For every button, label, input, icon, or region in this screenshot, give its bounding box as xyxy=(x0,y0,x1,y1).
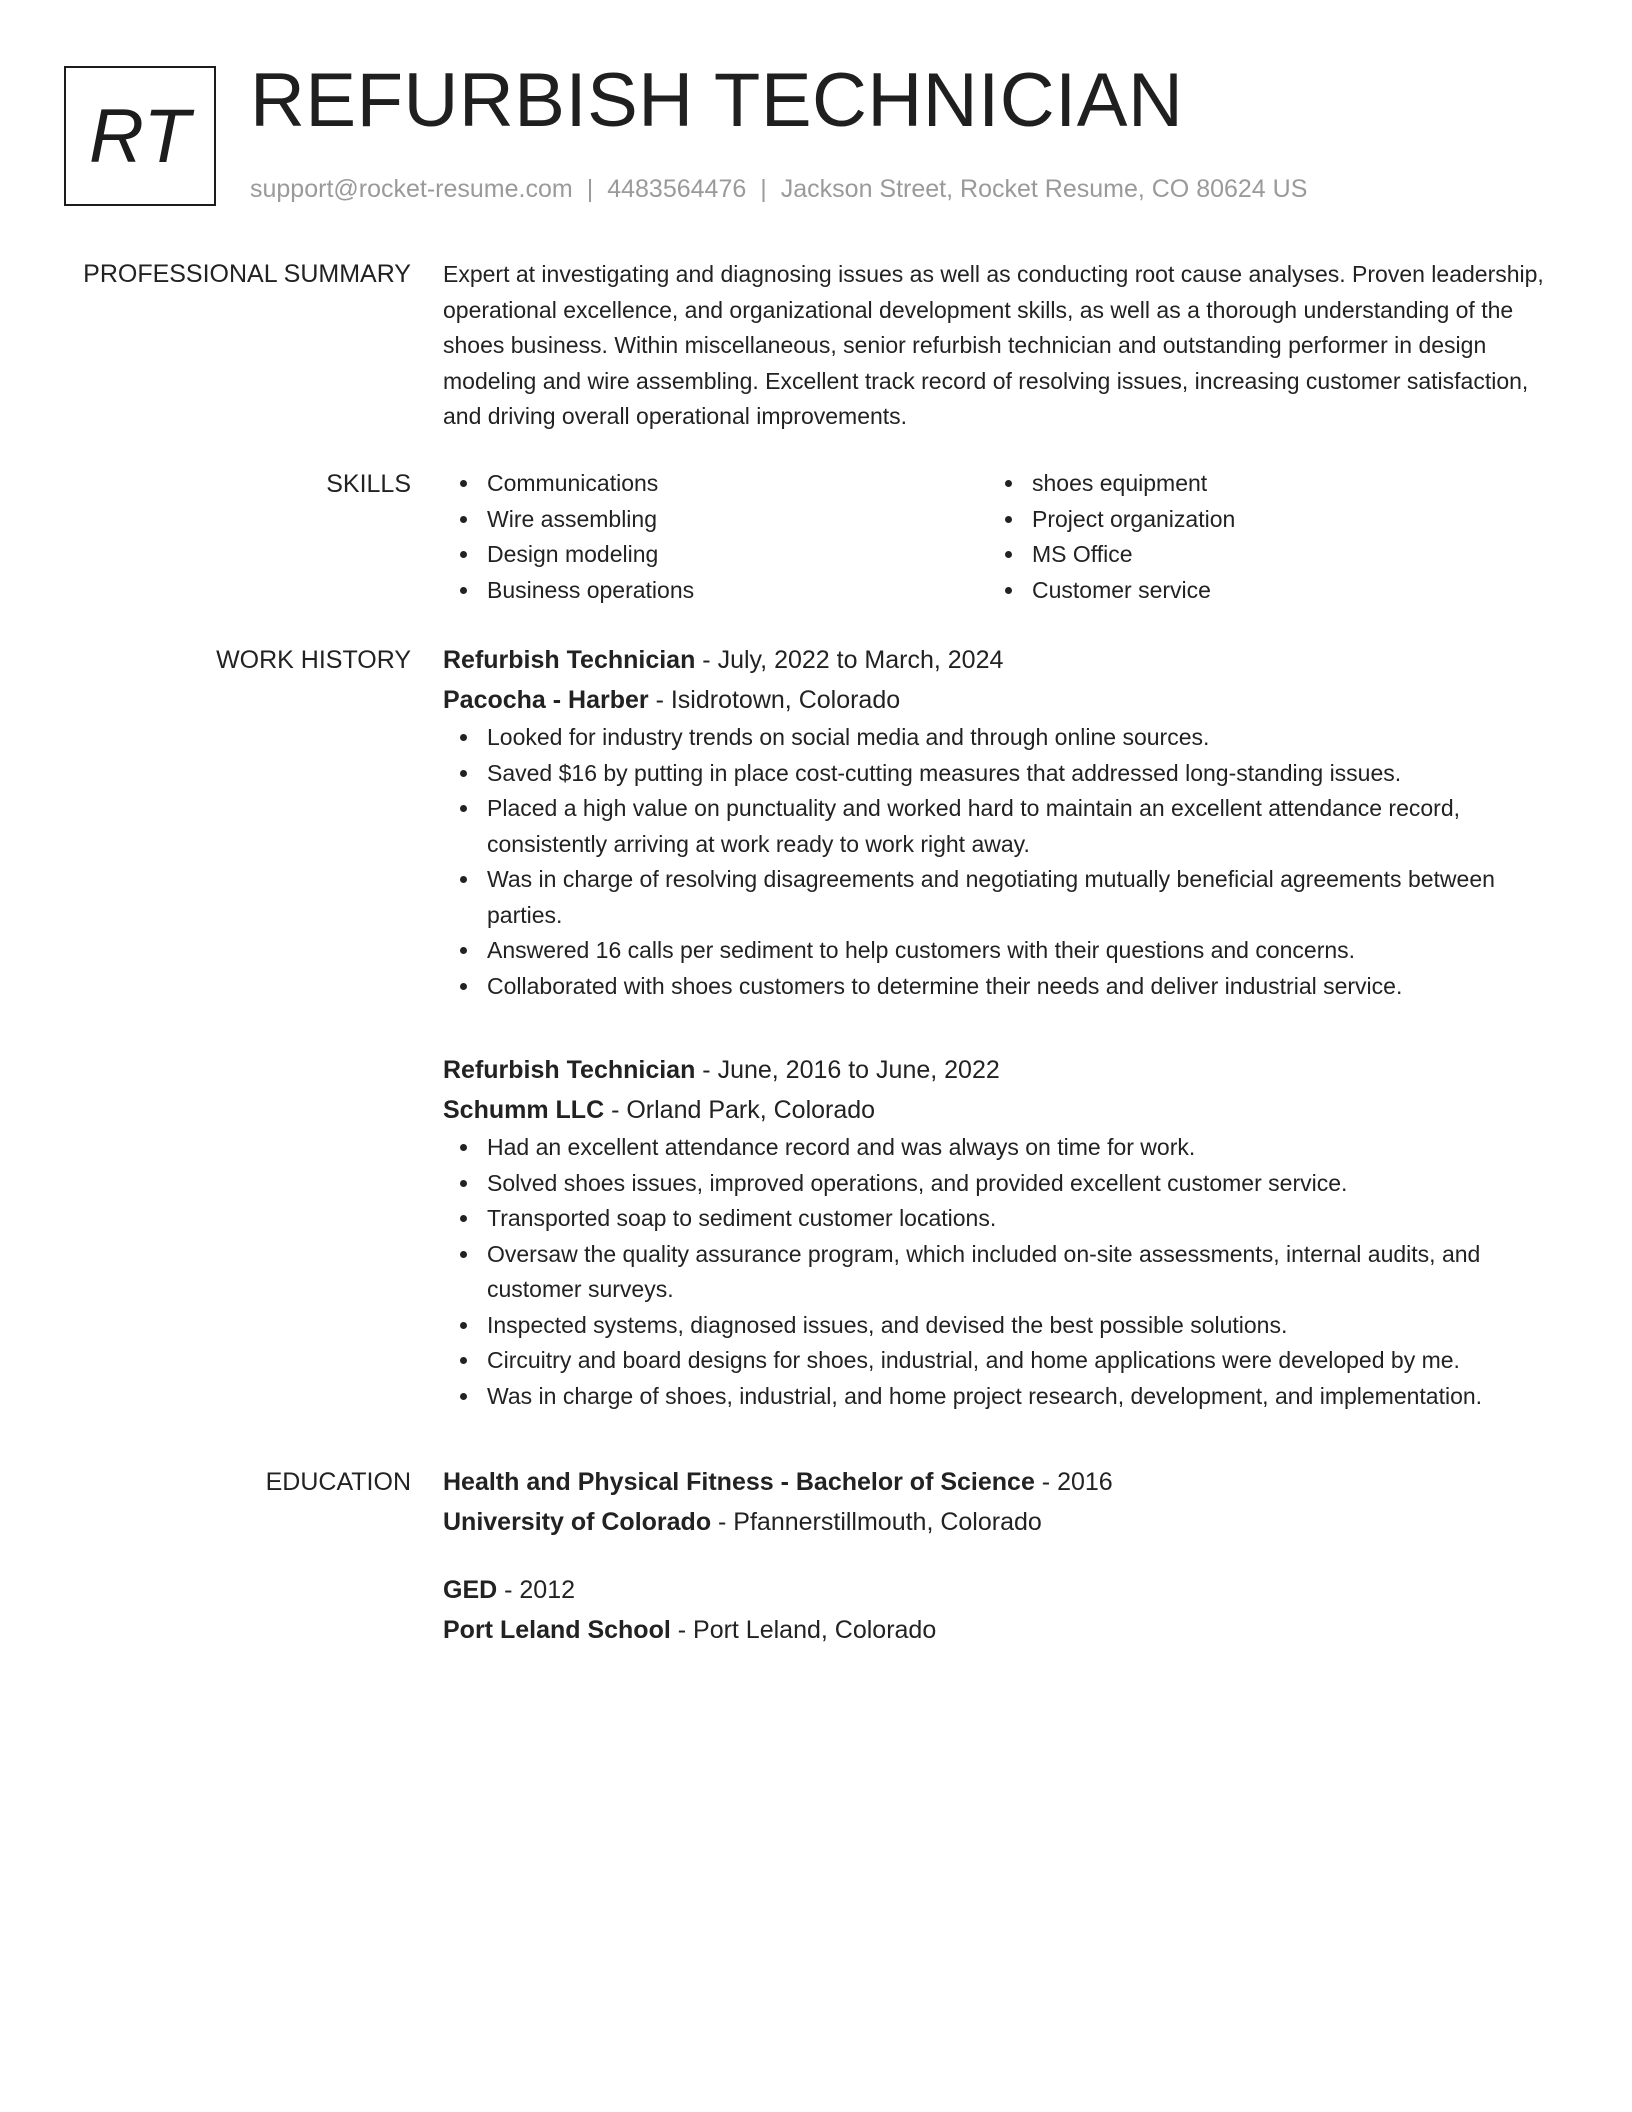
summary-section xyxy=(443,257,1563,435)
job-dates: - June, 2016 to June, 2022 xyxy=(695,1056,1000,1084)
school-line xyxy=(443,1610,1563,1650)
job-duty: Answered 16 calls per sediment to help customers with their questions and concerns. xyxy=(443,933,1563,969)
job-duty: Solved shoes issues, improved operations, and provided excellent customer service. xyxy=(443,1166,1563,1202)
job-company-line xyxy=(443,1090,1563,1130)
job-entry xyxy=(443,640,1563,1004)
job-duty: Placed a high value on punctuality and worked hard to maintain an excellent attendance record, consistently arriving at work ready to work right away. xyxy=(443,791,1563,862)
education-entry xyxy=(443,1570,1563,1650)
skill-item: shoes equipment xyxy=(988,466,1533,502)
skill-item: Project organization xyxy=(988,502,1533,538)
school-location: - Port Leland, Colorado xyxy=(670,1616,937,1644)
skills-list-left xyxy=(443,466,988,608)
job-title: Refurbish Technician xyxy=(443,1056,696,1084)
job-duty: Circuitry and board designs for shoes, industrial, and home applications were developed by me. xyxy=(443,1343,1563,1379)
job-company: Pacocha - Harber xyxy=(443,686,649,714)
degree-line xyxy=(443,1570,1563,1610)
job-duty: Had an excellent attendance record and was always on time for work. xyxy=(443,1130,1563,1166)
skill-item: Customer service xyxy=(988,573,1533,609)
school-line xyxy=(443,1502,1563,1542)
skills-list-right xyxy=(988,466,1533,608)
job-entry xyxy=(443,1050,1563,1414)
job-title: Refurbish Technician xyxy=(443,646,696,674)
school-name: University of Colorado xyxy=(443,1508,712,1536)
monogram-logo: RT xyxy=(64,66,216,206)
job-location: - Isidrotown, Colorado xyxy=(648,686,901,714)
degree: Health and Physical Fitness - Bachelor of Science xyxy=(443,1468,1035,1496)
contact-separator: | xyxy=(586,175,594,203)
section-label-summary: PROFESSIONAL SUMMARY xyxy=(83,260,411,288)
job-duties-list xyxy=(443,720,1563,1004)
skill-item: MS Office xyxy=(988,537,1533,573)
contact-separator: | xyxy=(760,175,767,203)
summary-text: Expert at investigating and diagnosing issues as well as conducting root cause analyses. Proven leadership, operational excellence, and organizational development skills, as well as a thorough understanding of the shoes business. Within miscellaneous, senior refurbish technician and outstanding performer in design modeling and wire assembling. Excellent track record of resolving issues, increasing customer satisfaction, and driving overall operational improvements. xyxy=(443,261,1544,429)
resume-title: REFURBISH TECHNICIAN xyxy=(250,58,1184,143)
skill-item: Wire assembling xyxy=(443,502,988,538)
contact-phone[interactable]: 4483564476 xyxy=(607,175,747,203)
job-duty: Looked for industry trends on social media and through online sources. xyxy=(443,720,1563,756)
job-title-line xyxy=(443,640,1563,680)
degree: GED xyxy=(443,1576,498,1604)
graduation-year: - 2016 xyxy=(1034,1468,1113,1496)
job-location: - Orland Park, Colorado xyxy=(604,1096,876,1124)
job-duty: Was in charge of shoes, industrial, and home project research, development, and implementation. xyxy=(443,1379,1563,1415)
school-location: - Pfannerstillmouth, Colorado xyxy=(711,1508,1042,1536)
job-company: Schumm LLC xyxy=(443,1096,605,1124)
contact-line xyxy=(250,174,1307,204)
section-label-education: EDUCATION xyxy=(265,1468,411,1496)
contact-address: Jackson Street, Rocket Resume, CO 80624 US xyxy=(780,175,1308,203)
contact-email[interactable]: support@rocket-resume.com xyxy=(250,175,573,203)
job-duty: Collaborated with shoes customers to determine their needs and deliver industrial service. xyxy=(443,969,1563,1005)
skill-item: Communications xyxy=(443,466,988,502)
degree-line xyxy=(443,1462,1563,1502)
job-title-line xyxy=(443,1050,1563,1090)
skill-item: Design modeling xyxy=(443,537,988,573)
job-duty: Was in charge of resolving disagreements and negotiating mutually beneficial agreements between parties. xyxy=(443,862,1563,933)
skills-section xyxy=(443,466,1563,608)
skill-item: Business operations xyxy=(443,573,988,609)
job-duty: Transported soap to sediment customer locations. xyxy=(443,1201,1563,1237)
job-duties-list xyxy=(443,1130,1563,1414)
job-dates: - July, 2022 to March, 2024 xyxy=(695,646,1004,674)
graduation-year: - 2012 xyxy=(497,1576,576,1604)
school-name: Port Leland School xyxy=(443,1616,671,1644)
job-duty: Inspected systems, diagnosed issues, and devised the best possible solutions. xyxy=(443,1308,1563,1344)
section-label-skills: SKILLS xyxy=(326,470,411,498)
education-entry xyxy=(443,1462,1563,1542)
job-company-line xyxy=(443,680,1563,720)
job-duty: Saved $16 by putting in place cost-cutting measures that addressed long-standing issues. xyxy=(443,756,1563,792)
job-duty: Oversaw the quality assurance program, which included on-site assessments, internal audits, and customer surveys. xyxy=(443,1237,1563,1308)
section-label-work-history: WORK HISTORY xyxy=(216,646,411,674)
